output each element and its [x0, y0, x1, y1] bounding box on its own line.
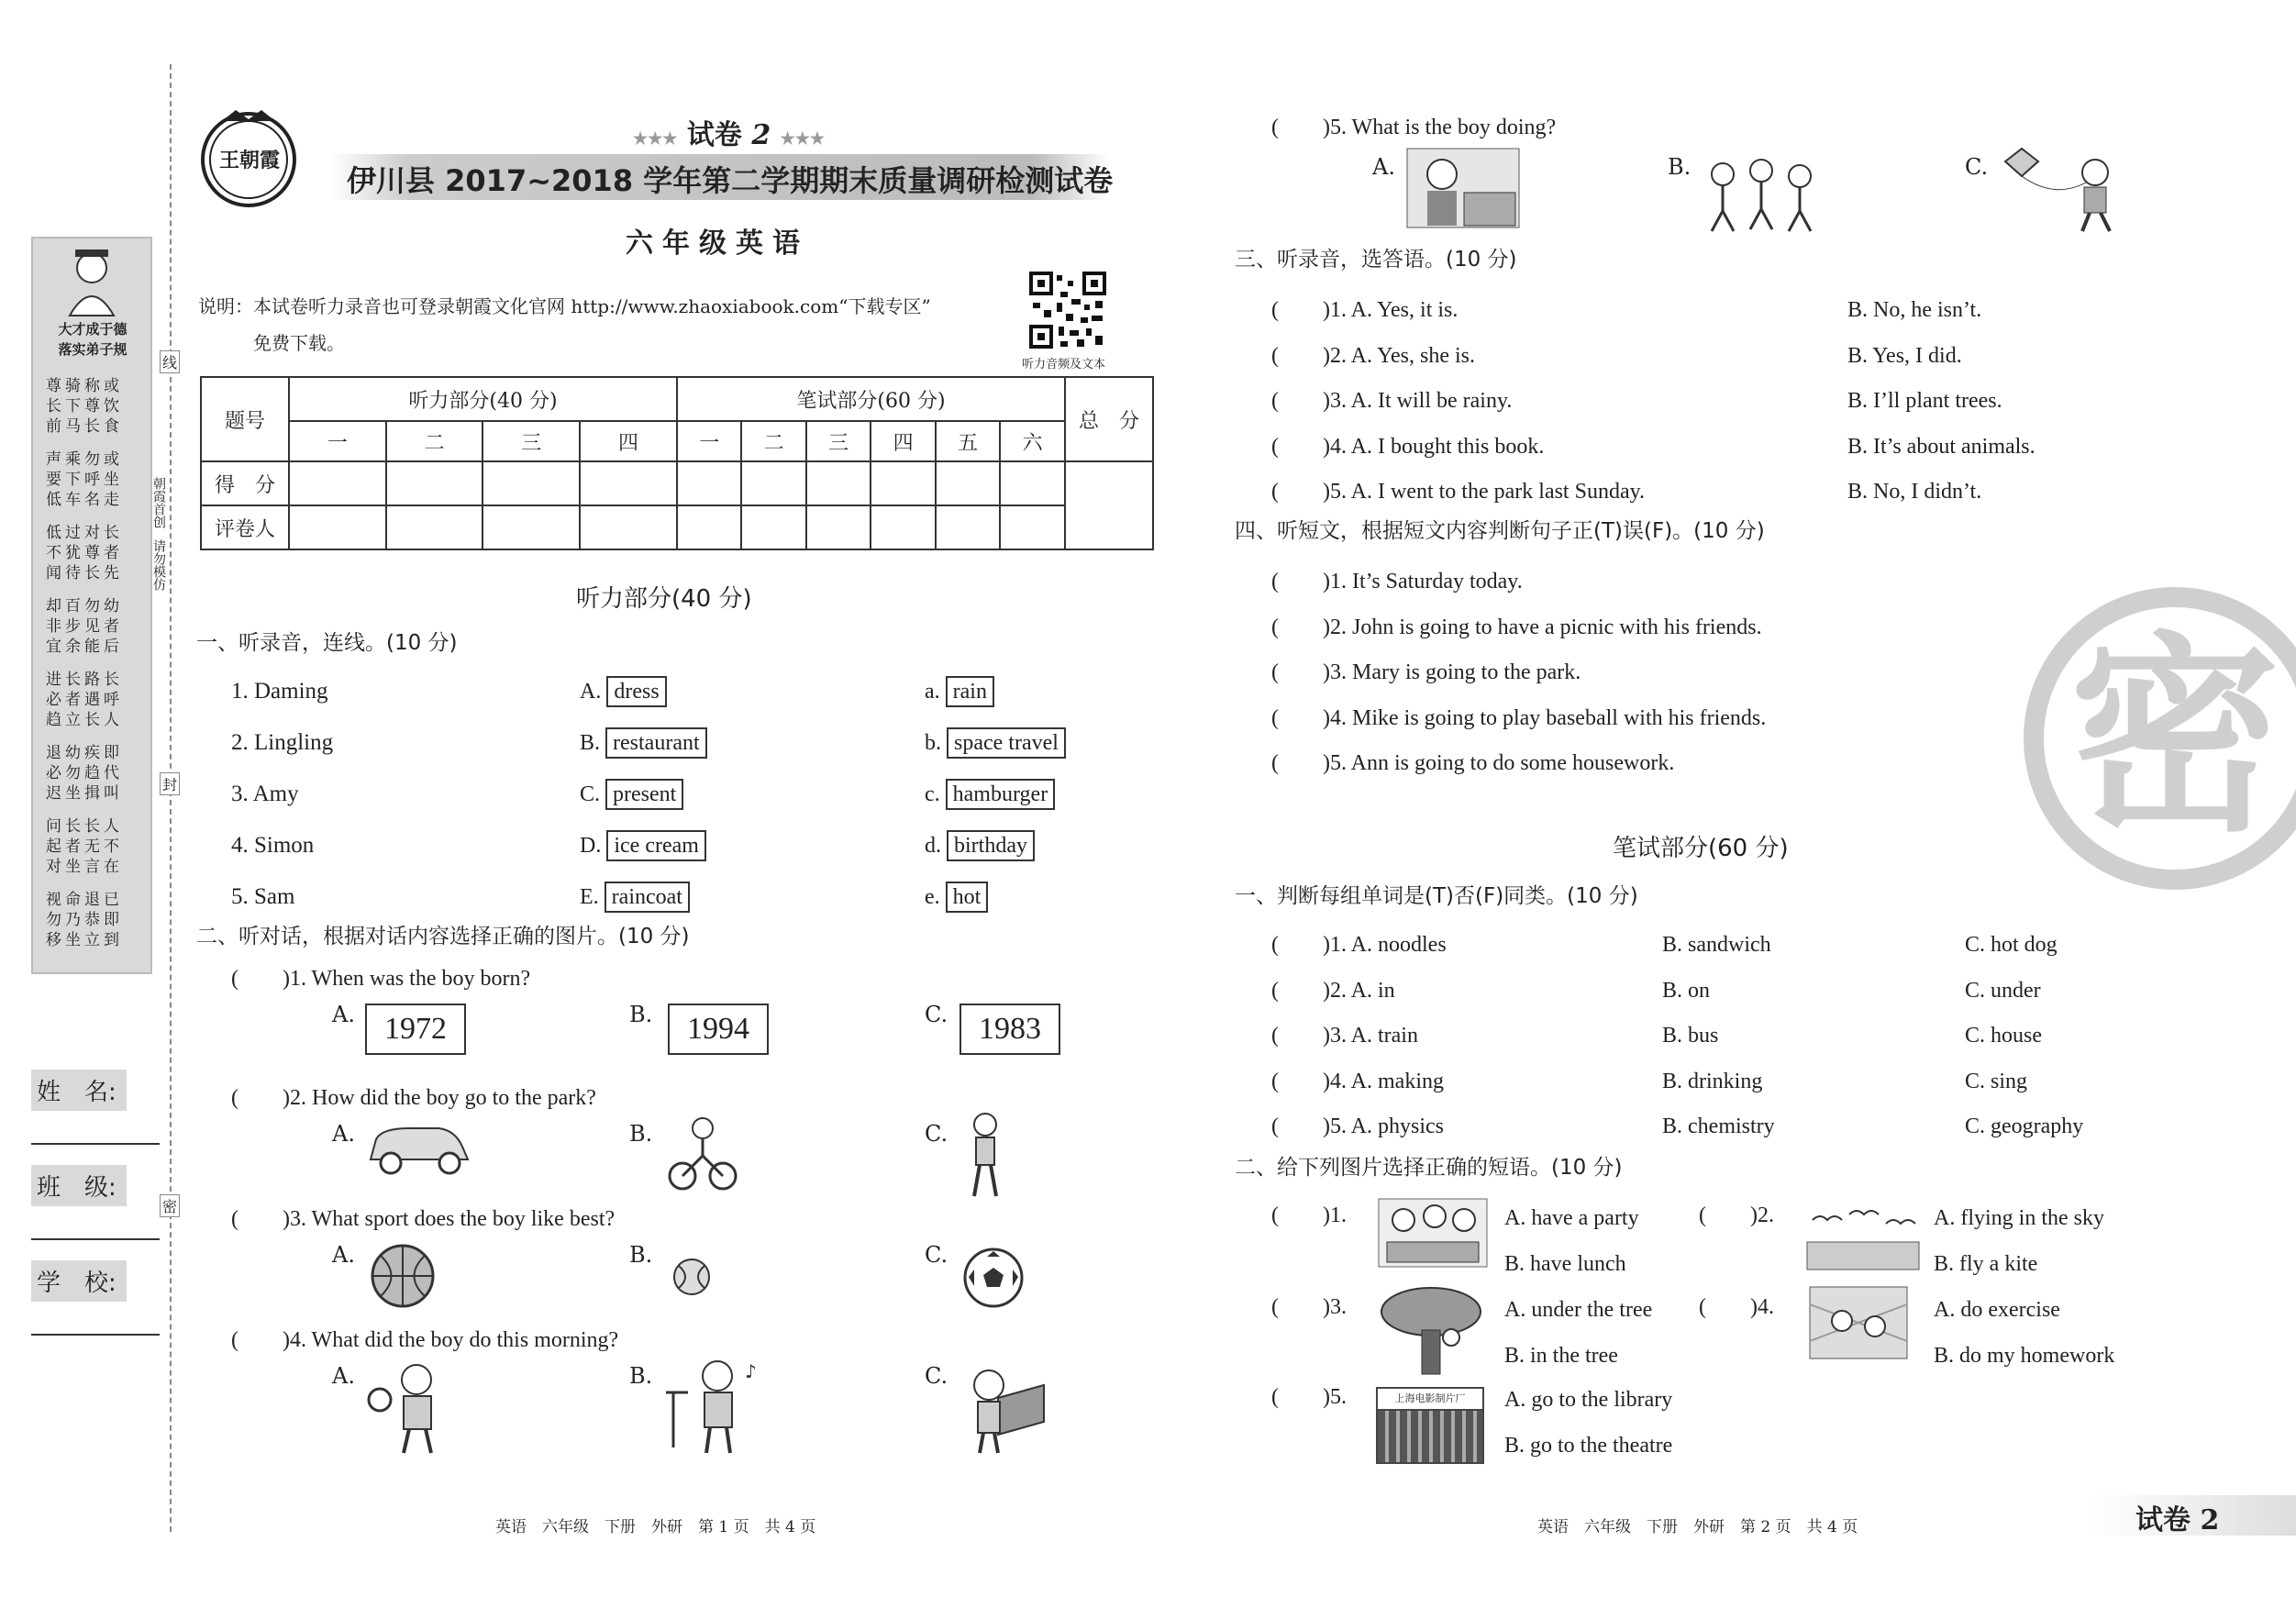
- name-item: 3. Amy: [231, 782, 299, 806]
- answer-bracket[interactable]: ( ): [1271, 1115, 1330, 1138]
- class-label: 班 级:: [31, 1165, 127, 1206]
- instructions: [198, 288, 931, 361]
- answer-bracket[interactable]: ( ): [1271, 570, 1330, 593]
- sidebar-figure: [55, 244, 128, 321]
- w2-option-b: B. have lunch: [1504, 1251, 1626, 1276]
- slogan-1: 大才成于德: [58, 321, 128, 338]
- w2-option-a: A. flying in the sky: [1934, 1206, 2104, 1230]
- tennis-ball-icon[interactable]: [671, 1257, 712, 1297]
- proverb-row: 尊骑称或: [46, 377, 123, 395]
- proverb-row: 长下尊饮: [46, 397, 123, 416]
- watermark-char: 密: [2069, 616, 2280, 860]
- proverb-row: 对坐言在: [46, 858, 123, 876]
- match-item: B. restaurant: [580, 717, 707, 769]
- tree-picture-icon[interactable]: [1376, 1284, 1486, 1376]
- question-4: ( )4. What did the boy do this morning?: [231, 1328, 619, 1352]
- answer-bracket[interactable]: ( ): [231, 1207, 290, 1231]
- w2-item-5-options: [1504, 1378, 1672, 1469]
- vertical-note: [150, 477, 171, 591]
- q1-opt-a-letter: A.: [332, 1002, 355, 1027]
- proverb-row: 必者遇呼: [46, 691, 123, 709]
- listening-title: 听力部分(40 分): [576, 585, 752, 613]
- name-item: 5. Sam: [231, 884, 295, 909]
- w1-col-a: [1271, 923, 1447, 1150]
- question-1: ( )1. When was the boy born?: [231, 967, 531, 991]
- corner-label: 试卷 2: [2135, 1504, 2220, 1536]
- w2-item-2-options: [1934, 1196, 2104, 1287]
- w1-option-b: B. drinking: [1662, 1069, 1763, 1093]
- q2-opt-c-letter: C.: [925, 1121, 948, 1147]
- question-5: ( )5. What is the boy doing?: [1271, 116, 1557, 139]
- q5-opt-a-letter: A.: [1372, 154, 1395, 180]
- w2-option-b: B. in the tree: [1504, 1343, 1618, 1368]
- page2-footer: 英语 六年级 下册 外研 第 2 页 共 4 页: [1537, 1518, 1858, 1536]
- w2-item-3-num: ( )3.: [1271, 1295, 1347, 1319]
- cinema-sign: 上海电影制片厂: [1378, 1389, 1482, 1411]
- word-box[interactable]: dress: [606, 676, 666, 707]
- q4-opt-b-letter: B.: [629, 1363, 653, 1389]
- answer-bracket[interactable]: ( ): [1271, 660, 1330, 684]
- w2-title: 二、给下列图片选择正确的短语。(10 分): [1235, 1156, 1623, 1180]
- grader-cell[interactable]: [289, 505, 386, 549]
- w1-item: ( )2. A. in: [1271, 978, 1395, 1003]
- grader-cell[interactable]: [580, 505, 677, 549]
- sec2-title: 二、听对话，根据对话内容选择正确的图片。(10 分): [196, 925, 690, 948]
- sec4-item: ( )5. Ann is going to do some housework.: [1271, 751, 1675, 775]
- score-cell[interactable]: [482, 461, 580, 505]
- word-box[interactable]: hot: [946, 882, 989, 913]
- w2-option-b: B. do my homework: [1934, 1343, 2115, 1368]
- answer-bracket[interactable]: ( ): [1699, 1295, 1758, 1319]
- slogan-2: 落实弟子规: [58, 341, 128, 358]
- question-2: ( )2. How did the boy go to the park?: [231, 1086, 596, 1110]
- q1-opt-b-letter: B.: [629, 1002, 653, 1027]
- class-field[interactable]: [31, 1238, 160, 1240]
- exam-no-badge: ★★★ 试卷 2 ★★★: [633, 119, 826, 151]
- proverb-row: 不犹尊者: [46, 544, 123, 562]
- answer-bracket[interactable]: ( ): [231, 1328, 290, 1352]
- writing-col: 一: [677, 421, 741, 461]
- sec4-items: [1271, 560, 1766, 787]
- w1-option-c: C. house: [1965, 1024, 2042, 1048]
- name-label: 姓 名:: [31, 1070, 127, 1111]
- answer-bracket[interactable]: ( ): [1271, 705, 1330, 730]
- q5-opt-c-letter: C.: [1965, 154, 1989, 180]
- sec4-title: 四、听短文，根据短文内容判断句子正(T)误(F)。(10 分): [1235, 519, 1765, 543]
- match-item: b. space travel: [925, 717, 1066, 769]
- q2-opt-a-letter: A.: [332, 1121, 355, 1147]
- answer-bracket[interactable]: ( ): [1271, 933, 1330, 957]
- confidential-watermark: [2024, 587, 2296, 890]
- w2-option-a: A. under the tree: [1504, 1298, 1653, 1322]
- score-cell[interactable]: [936, 461, 1000, 505]
- col-header-id: 题号: [201, 377, 289, 461]
- proverb-row: 要下呼坐: [46, 471, 123, 489]
- answer-bracket[interactable]: ( ): [1271, 434, 1330, 459]
- piano-boy-icon[interactable]: [961, 1358, 1048, 1455]
- word-box[interactable]: hamburger: [946, 779, 1056, 810]
- w2-option-a: A. do exercise: [1934, 1298, 2060, 1322]
- proverb-row: 视命退已: [46, 891, 123, 909]
- score-table: [200, 376, 1154, 550]
- answer-bracket[interactable]: ( ): [1271, 751, 1330, 775]
- proverb-row: 趋立长人: [46, 711, 123, 729]
- violin-boy-icon[interactable]: [664, 1356, 765, 1455]
- q1-opt-c-letter: C.: [925, 1002, 948, 1027]
- q4-opt-c-letter: C.: [925, 1363, 948, 1389]
- w1-option-c: C. sing: [1965, 1069, 2028, 1093]
- q3-opt-b-letter: B.: [629, 1242, 653, 1268]
- w1-option-b: B. chemistry: [1662, 1115, 1775, 1138]
- year-option[interactable]: 1972: [365, 1004, 466, 1055]
- party-picture-icon[interactable]: [1378, 1198, 1488, 1268]
- qr-code-icon: [1029, 272, 1106, 349]
- vertical-note-2: 请勿模仿: [151, 539, 166, 591]
- proverb-row: 却百勿幼: [46, 597, 123, 616]
- name-field[interactable]: [31, 1143, 160, 1145]
- exam-subtitle: 六年级英语: [626, 227, 809, 260]
- answer-bracket[interactable]: ( ): [1271, 298, 1330, 322]
- answer-bracket[interactable]: ( ): [1271, 1069, 1330, 1093]
- instructions-line-1: 说明：本试卷听力录音也可登录朝霞文化官网 http://www.zhaoxiabook.com“下载专区”: [198, 295, 931, 317]
- logo-text: 王朝霞: [218, 150, 280, 172]
- exam-label: 试卷: [686, 119, 742, 151]
- writing-col: 六: [1000, 421, 1065, 461]
- w2-item-4-options: [1934, 1288, 2114, 1379]
- sec3-item: ( )4. A. I bought this book.: [1271, 434, 1545, 459]
- score-cell[interactable]: [806, 461, 871, 505]
- writing-col: 五: [936, 421, 1000, 461]
- answer-bracket[interactable]: ( ): [1271, 615, 1330, 639]
- w2-item-4-num: ( )4.: [1699, 1295, 1774, 1319]
- listening-col: 一: [289, 421, 386, 461]
- sec3-option-b: B. No, I didn’t.: [1847, 480, 1982, 504]
- match-item: D. ice cream: [580, 820, 707, 871]
- sec3-item: ( )1. A. Yes, it is.: [1271, 298, 1459, 322]
- score-cell[interactable]: [580, 461, 677, 505]
- score-cell[interactable]: [871, 461, 935, 505]
- answer-bracket[interactable]: ( ): [1271, 389, 1330, 413]
- listening-col: 二: [386, 421, 483, 461]
- answer-bracket[interactable]: ( ): [1271, 480, 1330, 504]
- match-item: d. birthday: [925, 820, 1066, 871]
- proverb-row: 勿乃恭即: [46, 911, 123, 929]
- name-item: 4. Simon: [231, 833, 315, 858]
- sec3-item: ( )2. A. Yes, she is.: [1271, 343, 1476, 368]
- answer-bracket[interactable]: ( ): [1271, 116, 1330, 139]
- w2-item-1-num: ( )1.: [1271, 1203, 1347, 1227]
- question-3: ( )3. What sport does the boy like best?: [231, 1207, 616, 1231]
- svg-text:♪: ♪: [745, 1360, 757, 1382]
- sidebar-slogan: [42, 319, 143, 360]
- match-item: E. raincoat: [580, 871, 707, 923]
- sec3-title: 三、听录音，选答语。(10 分): [1235, 248, 1517, 272]
- proverb-row: 进长路长: [46, 671, 123, 689]
- w1-option-c: C. hot dog: [1965, 933, 2058, 957]
- score-cell[interactable]: [677, 461, 741, 505]
- sec1-mid: [580, 666, 707, 923]
- word-box[interactable]: ice cream: [606, 830, 706, 861]
- cooking-boy-icon[interactable]: [1405, 147, 1521, 229]
- sec1-right: [925, 666, 1066, 923]
- w1-option-b: B. bus: [1662, 1024, 1719, 1048]
- qr-code[interactable]: [1029, 272, 1106, 352]
- answer-bracket[interactable]: ( ): [1271, 1203, 1330, 1227]
- proverb-row: 必勿趋代: [46, 764, 123, 782]
- proverb-row: 迟坐揖叫: [46, 784, 123, 803]
- sec3-item: ( )3. A. It will be rainy.: [1271, 389, 1513, 413]
- sec3-options-b: [1847, 288, 2035, 516]
- proverb-row: 起者无不: [46, 837, 123, 856]
- sec4-item: ( )3. Mary is going to the park.: [1271, 660, 1581, 684]
- proverb-row: 低过对长: [46, 524, 123, 542]
- writing-header: 笔试部分(60 分): [677, 377, 1065, 421]
- w2-option-b: B. go to the theatre: [1504, 1433, 1673, 1458]
- w1-option-b: B. on: [1662, 978, 1711, 1003]
- grader-cell[interactable]: [482, 505, 580, 549]
- grader-cell[interactable]: [677, 505, 741, 549]
- listening-col: 三: [482, 421, 580, 461]
- listening-header: 听力部分(40 分): [289, 377, 677, 421]
- w1-item: ( )3. A. train: [1271, 1024, 1418, 1048]
- proverb-row: 移坐立到: [46, 931, 123, 949]
- proverb-row: 宜余能后: [46, 638, 123, 656]
- exam-no: 2: [751, 119, 771, 151]
- flying-birds-picture-icon[interactable]: [1803, 1202, 1923, 1271]
- answer-bracket[interactable]: ( ): [1271, 343, 1330, 368]
- sec3-option-b: B. Yes, I did.: [1847, 343, 1962, 368]
- sec3-option-b: B. No, he isn’t.: [1847, 298, 1982, 322]
- total-cell[interactable]: [1065, 461, 1153, 549]
- instructions-line-2: 免费下载。: [253, 332, 345, 354]
- w2-item-3-options: [1504, 1288, 1652, 1379]
- sec1-title: 一、听录音，连线。(10 分): [196, 631, 458, 655]
- w1-title: 一、判断每组单词是(T)否(F)同类。(10 分): [1235, 884, 1638, 908]
- writing-col: 三: [806, 421, 871, 461]
- row-grader-label: 评卷人: [201, 505, 289, 549]
- sec3-item: ( )5. A. I went to the park last Sunday.: [1271, 480, 1646, 504]
- word-box[interactable]: restaurant: [605, 727, 707, 759]
- answer-bracket[interactable]: ( ): [1699, 1203, 1758, 1227]
- w1-item: ( )1. A. noodles: [1271, 933, 1447, 957]
- walking-boy-icon[interactable]: [963, 1112, 1009, 1200]
- school-label: 学 校:: [31, 1260, 127, 1302]
- word-box[interactable]: raincoat: [605, 882, 690, 913]
- q4-opt-a-letter: A.: [332, 1363, 355, 1389]
- match-item: C. present: [580, 769, 707, 820]
- exercise-picture-icon[interactable]: [1809, 1286, 1908, 1359]
- w1-option-b: B. sandwich: [1662, 933, 1771, 957]
- sidebar-proverbs: [46, 376, 138, 950]
- year-option[interactable]: 1994: [668, 1004, 769, 1055]
- w1-col-b: [1662, 923, 1775, 1150]
- car-icon[interactable]: [363, 1119, 473, 1178]
- q3-opt-c-letter: C.: [925, 1242, 948, 1268]
- grader-cell[interactable]: [1000, 505, 1065, 549]
- proverb-row: 非步见者: [46, 617, 123, 636]
- proverb-row: 声乘勿或: [46, 450, 123, 469]
- score-cell[interactable]: [1000, 461, 1065, 505]
- sec1-names: [231, 666, 333, 923]
- score-cell[interactable]: [386, 461, 483, 505]
- sec4-item: ( )4. Mike is going to play baseball with his friends.: [1271, 705, 1767, 730]
- q3-opt-a-letter: A.: [332, 1242, 355, 1268]
- qr-caption: 听力音频及文本: [1022, 358, 1106, 372]
- match-item: e. hot: [925, 871, 1066, 923]
- sec3-option-b: B. It’s about animals.: [1847, 434, 2035, 459]
- year-option[interactable]: 1983: [959, 1004, 1060, 1055]
- proverb-row: 退幼疾即: [46, 744, 123, 762]
- answer-bracket[interactable]: ( ): [1271, 1024, 1330, 1048]
- trumpet-boy-icon[interactable]: [367, 1359, 455, 1455]
- grader-cell[interactable]: [386, 505, 483, 549]
- w2-option-b: B. fly a kite: [1934, 1251, 2038, 1276]
- w1-item: ( )5. A. physics: [1271, 1115, 1444, 1138]
- bicycle-boy-icon[interactable]: [666, 1115, 739, 1192]
- exam-title: 伊川县 2017~2018 学年第二学期期末质量调研检测试卷: [347, 163, 1114, 198]
- w1-col-c: [1965, 923, 2083, 1150]
- w1-option-c: C. geography: [1965, 1115, 2084, 1138]
- grader-cell[interactable]: [936, 505, 1000, 549]
- theatre-picture[interactable]: [1376, 1387, 1484, 1464]
- w1-option-c: C. under: [1965, 978, 2041, 1003]
- word-box[interactable]: space travel: [947, 727, 1066, 759]
- proverb-row: 前马长食: [46, 417, 123, 436]
- vertical-note-1: 朝霞首创: [151, 477, 166, 528]
- proverb-row: 闻待长先: [46, 564, 123, 582]
- sec4-item: ( )1. It’s Saturday today.: [1271, 570, 1523, 593]
- name-item: 2. Lingling: [231, 730, 334, 755]
- seal-char-2: 封: [160, 772, 180, 795]
- total-header: 总 分: [1065, 377, 1153, 461]
- proverb-row: 低车名走: [46, 491, 123, 509]
- writing-title: 笔试部分(60 分): [1613, 835, 1789, 862]
- answer-bracket[interactable]: ( ): [231, 1086, 290, 1110]
- basketball-icon[interactable]: [369, 1242, 437, 1310]
- answer-bracket[interactable]: ( ): [1271, 1385, 1330, 1409]
- binding-line: [170, 64, 172, 1532]
- kite-boy-icon[interactable]: [2000, 145, 2128, 233]
- sec3-questions: [1271, 288, 1645, 516]
- writing-col: 四: [871, 421, 935, 461]
- soccer-ball-icon[interactable]: [961, 1246, 1026, 1310]
- score-cell[interactable]: [289, 461, 386, 505]
- q5-opt-b-letter: B.: [1668, 154, 1691, 180]
- word-box[interactable]: rain: [946, 676, 994, 707]
- answer-bracket[interactable]: ( ): [231, 967, 290, 991]
- page1-footer: 英语 六年级 下册 外研 第 1 页 共 4 页: [495, 1518, 816, 1536]
- seal-char-1: 线: [160, 350, 180, 373]
- seal-char-3: 密: [160, 1194, 180, 1217]
- w2-item-2-num: ( )2.: [1699, 1203, 1774, 1227]
- w2-option-a: A. go to the library: [1504, 1388, 1673, 1412]
- w1-item: ( )4. A. making: [1271, 1069, 1444, 1093]
- name-item: 1. Daming: [231, 679, 328, 704]
- match-item: a. rain: [925, 666, 1066, 717]
- w2-item-5-num: ( )5.: [1271, 1385, 1347, 1409]
- answer-bracket[interactable]: ( ): [1271, 1295, 1330, 1319]
- word-box[interactable]: birthday: [947, 830, 1035, 861]
- match-item: A. dress: [580, 666, 707, 717]
- listening-col: 四: [580, 421, 677, 461]
- scholar-icon: [55, 244, 128, 317]
- q2-opt-b-letter: B.: [629, 1121, 653, 1147]
- grader-cell[interactable]: [806, 505, 871, 549]
- match-item: c. hamburger: [925, 769, 1066, 820]
- writing-col: 二: [741, 421, 805, 461]
- proverb-row: 问长长人: [46, 817, 123, 836]
- answer-bracket[interactable]: ( ): [1271, 978, 1330, 1003]
- school-field[interactable]: [31, 1334, 160, 1336]
- row-score-label: 得 分: [201, 461, 289, 505]
- grader-cell[interactable]: [741, 505, 805, 549]
- word-box[interactable]: present: [605, 779, 683, 810]
- score-cell[interactable]: [741, 461, 805, 505]
- grader-cell[interactable]: [871, 505, 935, 549]
- children-playing-icon[interactable]: [1699, 152, 1825, 235]
- w2-option-a: A. have a party: [1504, 1206, 1639, 1230]
- w2-item-1-options: [1504, 1196, 1639, 1287]
- sec4-item: ( )2. John is going to have a picnic with his friends.: [1271, 615, 1762, 639]
- sec3-option-b: B. I’ll plant trees.: [1847, 389, 2002, 413]
